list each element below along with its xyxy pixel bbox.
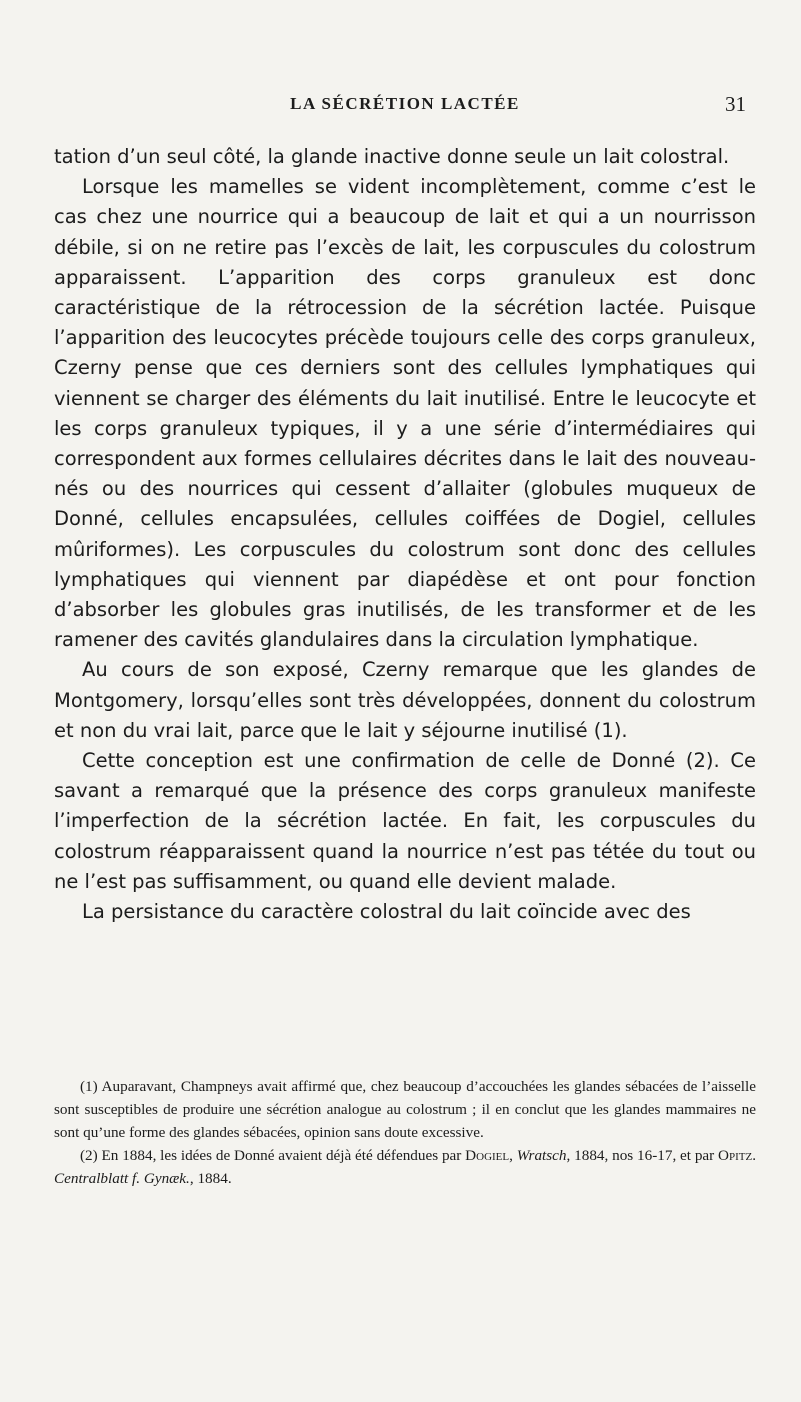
page-header bbox=[54, 94, 756, 124]
footnote-2-author-dogiel: Dogiel bbox=[465, 1147, 510, 1164]
paragraph: La persistance du caractère colostral du lait coïncide avec des bbox=[82, 900, 691, 924]
footnote-2: (2) En 1884, les idées de Donné avaient déjà été défendues par Dogiel, Wratsch, 1884, nos 16-17, et par Opitz. Centralblatt f. Gynæk., 1884. bbox=[54, 1147, 757, 1187]
footnote-2-text: (2) En 1884, les idées de Donné avaient déjà été défendues par bbox=[80, 1147, 462, 1164]
page-number: 31 bbox=[725, 92, 746, 116]
running-title: LA SÉCRÉTION LACTÉE bbox=[290, 94, 520, 113]
footnote-2-author-opitz: Opitz bbox=[718, 1147, 753, 1164]
paragraph: Lorsque les mamelles se vident incomplètement, comme c’est le cas chez une nourrice qui a beaucoup de lait et qui a un nourrisson débile, si on ne retire pas l’excès de lait, les corpuscules du colostrum apparaissent. L’apparition des corps granuleux est donc caractéristique de la rétrocession de la sécrétion lactée. Puisque l’apparition des leucocytes précède toujours celle des corps granuleux, Czerny pense que ces derniers sont des cellules lymphatiques qui viennent se charger des éléments du lait inutilisé. Entre le leucocyte et les corps granuleux typiques, il y a une série d’intermédiaires qui correspondent aux formes cellulaires décrites dans le lait des nouveau-nés ou des nourrices qui cessent d’allaiter (globules muqueux de Donné, cellules encapsulées, cellules coiffées de Dogiel, cellules mûriformes). Les corpuscules du colostrum sont donc des cellules lymphatiques qui viennent par diapédèse et ont pour fonction d’absorber les globules gras inutilisés, de les transformer et de les ramener des cavités glandulaires dans la circulation lymphatique. bbox=[54, 175, 756, 652]
body-text bbox=[54, 142, 756, 927]
footnote-2-journal-wratsch: Wratsch bbox=[516, 1147, 567, 1164]
footnotes bbox=[54, 1075, 756, 1190]
footnote-2-text-end: , 1884. bbox=[189, 1170, 232, 1187]
paragraph-continuation: tation d’un seul côté, la glande inactive donne seule un lait colostral. bbox=[54, 145, 730, 168]
footnote-2-journal-centralblatt: Centralblatt f. Gynæk. bbox=[54, 1170, 190, 1187]
footnote-2-text-middle: , 1884, nos 16-17, et par bbox=[566, 1147, 715, 1164]
footnote-1: (1) Auparavant, Champneys avait affirmé que, chez beaucoup d’accouchées les glandes sébacées de l’aisselle sont susceptibles de produire une sécrétion analogue au colostrum ; il en conclut que les glandes mammaires ne sont qu’une forme des glandes sébacées, opinion sans doute excessive. bbox=[54, 1078, 756, 1141]
paragraph: Au cours de son exposé, Czerny remarque que les glandes de Montgomery, lorsqu’elles sont très développées, donnent du colostrum et non du vrai lait, parce que le lait y séjourne inutilisé (1). bbox=[54, 658, 756, 742]
paragraph: Cette conception est une confirmation de celle de Donné (2). Ce savant a remarqué que la présence des corps granuleux manifeste l’imperfection de la sécrétion lactée. En fait, les corpuscules du colostrum réapparaissent quand la nourrice n’est pas tétée du tout ou ne l’est pas suffisamment, ou quand elle devient malade. bbox=[54, 749, 756, 893]
